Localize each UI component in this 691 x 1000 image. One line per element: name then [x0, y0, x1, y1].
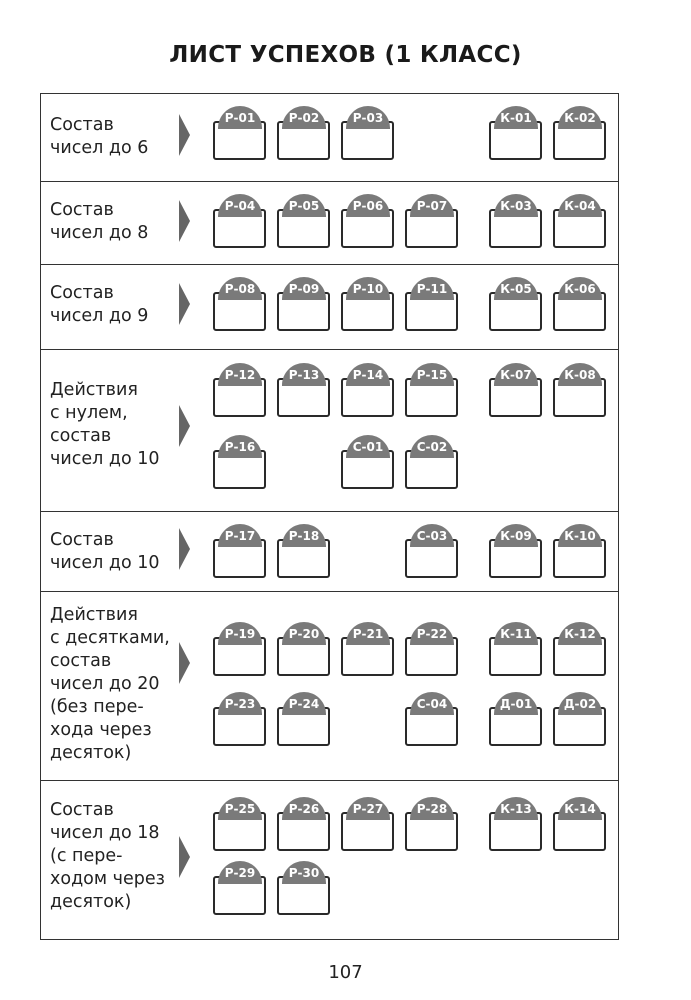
topic-label: Состав чисел до 6	[50, 115, 149, 158]
badge-code: Д-02	[558, 692, 602, 715]
badge-code: Р-29	[218, 861, 262, 884]
badge-code: Р-01	[218, 106, 262, 129]
topic-row	[40, 511, 619, 591]
result-badge	[489, 524, 543, 580]
result-badge	[341, 363, 395, 419]
result-badge	[213, 524, 267, 580]
topic-row	[40, 780, 619, 940]
result-badge	[277, 622, 331, 678]
result-badge	[277, 861, 331, 917]
badge-code: Р-28	[410, 797, 454, 820]
result-badge	[489, 622, 543, 678]
result-badge	[341, 106, 395, 162]
badge-code: К-07	[494, 363, 538, 386]
result-badge	[489, 797, 543, 853]
topic-label: Состав чисел до 18 (с пере- ходом через десяток)	[50, 800, 165, 912]
topic-row	[40, 93, 619, 181]
badge-code: К-06	[558, 277, 602, 300]
topic-label: Состав чисел до 10	[50, 530, 160, 573]
result-badge	[213, 435, 267, 491]
result-badge	[213, 106, 267, 162]
result-badge	[405, 797, 459, 853]
result-badge	[489, 363, 543, 419]
badge-code: Р-20	[282, 622, 326, 645]
arrow-right-icon	[179, 642, 190, 684]
badge-code: К-01	[494, 106, 538, 129]
topic-row	[40, 349, 619, 511]
result-badge	[405, 622, 459, 678]
badge-code: К-05	[494, 277, 538, 300]
arrow-right-icon	[179, 528, 190, 570]
arrow-right-icon	[179, 200, 190, 242]
badge-code: С-04	[410, 692, 454, 715]
badge-code: Р-07	[410, 194, 454, 217]
result-badge	[213, 692, 267, 748]
result-badge	[489, 106, 543, 162]
result-badge	[213, 277, 267, 333]
badge-code: К-02	[558, 106, 602, 129]
badge-code: Р-16	[218, 435, 262, 458]
badge-code: Р-13	[282, 363, 326, 386]
badge-code: Р-26	[282, 797, 326, 820]
badge-code: Р-05	[282, 194, 326, 217]
result-badge	[553, 524, 607, 580]
badge-code: Р-17	[218, 524, 262, 547]
badge-code: Р-10	[346, 277, 390, 300]
badge-code: Р-09	[282, 277, 326, 300]
arrow-right-icon	[179, 283, 190, 325]
result-badge	[277, 524, 331, 580]
result-badge	[405, 194, 459, 250]
badge-code: К-12	[558, 622, 602, 645]
topic-label: Состав чисел до 8	[50, 200, 149, 243]
result-badge	[277, 106, 331, 162]
result-badge	[341, 277, 395, 333]
topic-row	[40, 264, 619, 349]
result-badge	[277, 363, 331, 419]
result-badge	[405, 435, 459, 491]
result-badge	[277, 277, 331, 333]
result-badge	[489, 277, 543, 333]
topic-label: Действия с десятками, состав чисел до 20 (без пере- хода через десяток)	[50, 605, 170, 763]
result-badge	[553, 692, 607, 748]
badge-code: С-03	[410, 524, 454, 547]
badge-code: К-03	[494, 194, 538, 217]
badge-code: С-01	[346, 435, 390, 458]
badge-code: Р-30	[282, 861, 326, 884]
result-badge	[405, 363, 459, 419]
badge-code: Р-04	[218, 194, 262, 217]
badge-code: Р-08	[218, 277, 262, 300]
badge-code: Р-02	[282, 106, 326, 129]
topic-row	[40, 181, 619, 264]
badge-code: Р-23	[218, 692, 262, 715]
badge-code: К-11	[494, 622, 538, 645]
badge-code: К-08	[558, 363, 602, 386]
page-title: ЛИСТ УСПЕХОВ (1 КЛАСС)	[169, 42, 522, 68]
badge-code: Р-06	[346, 194, 390, 217]
result-badge	[341, 194, 395, 250]
topic-label: Состав чисел до 9	[50, 283, 149, 326]
badge-code: Р-11	[410, 277, 454, 300]
result-badge	[553, 363, 607, 419]
badge-code: К-10	[558, 524, 602, 547]
arrow-right-icon	[179, 836, 190, 878]
arrow-right-icon	[179, 405, 190, 447]
badge-code: К-14	[558, 797, 602, 820]
result-badge	[341, 435, 395, 491]
topic-label: Действия с нулем, состав чисел до 10	[50, 380, 160, 469]
badge-code: Р-27	[346, 797, 390, 820]
badge-code: С-02	[410, 435, 454, 458]
result-badge	[553, 277, 607, 333]
topic-row	[40, 591, 619, 780]
badge-code: Р-25	[218, 797, 262, 820]
result-badge	[553, 194, 607, 250]
result-badge	[489, 194, 543, 250]
success-sheet-table	[40, 93, 619, 940]
result-badge	[405, 277, 459, 333]
badge-code: К-13	[494, 797, 538, 820]
result-badge	[341, 622, 395, 678]
badge-code: Р-21	[346, 622, 390, 645]
badge-code: Р-19	[218, 622, 262, 645]
result-badge	[553, 106, 607, 162]
badge-code: Р-15	[410, 363, 454, 386]
result-badge	[405, 524, 459, 580]
badge-code: Р-22	[410, 622, 454, 645]
result-badge	[341, 797, 395, 853]
badge-code: Р-14	[346, 363, 390, 386]
badge-code: К-04	[558, 194, 602, 217]
result-badge	[213, 194, 267, 250]
result-badge	[213, 797, 267, 853]
result-badge	[213, 861, 267, 917]
result-badge	[213, 622, 267, 678]
result-badge	[213, 363, 267, 419]
arrow-right-icon	[179, 114, 190, 156]
badge-code: Р-03	[346, 106, 390, 129]
result-badge	[277, 194, 331, 250]
badge-code: Р-18	[282, 524, 326, 547]
badge-code: Д-01	[494, 692, 538, 715]
result-badge	[405, 692, 459, 748]
result-badge	[553, 797, 607, 853]
page-number: 107	[328, 962, 363, 983]
result-badge	[277, 797, 331, 853]
result-badge	[489, 692, 543, 748]
badge-code: К-09	[494, 524, 538, 547]
result-badge	[277, 692, 331, 748]
badge-code: Р-12	[218, 363, 262, 386]
badge-code: Р-24	[282, 692, 326, 715]
result-badge	[553, 622, 607, 678]
